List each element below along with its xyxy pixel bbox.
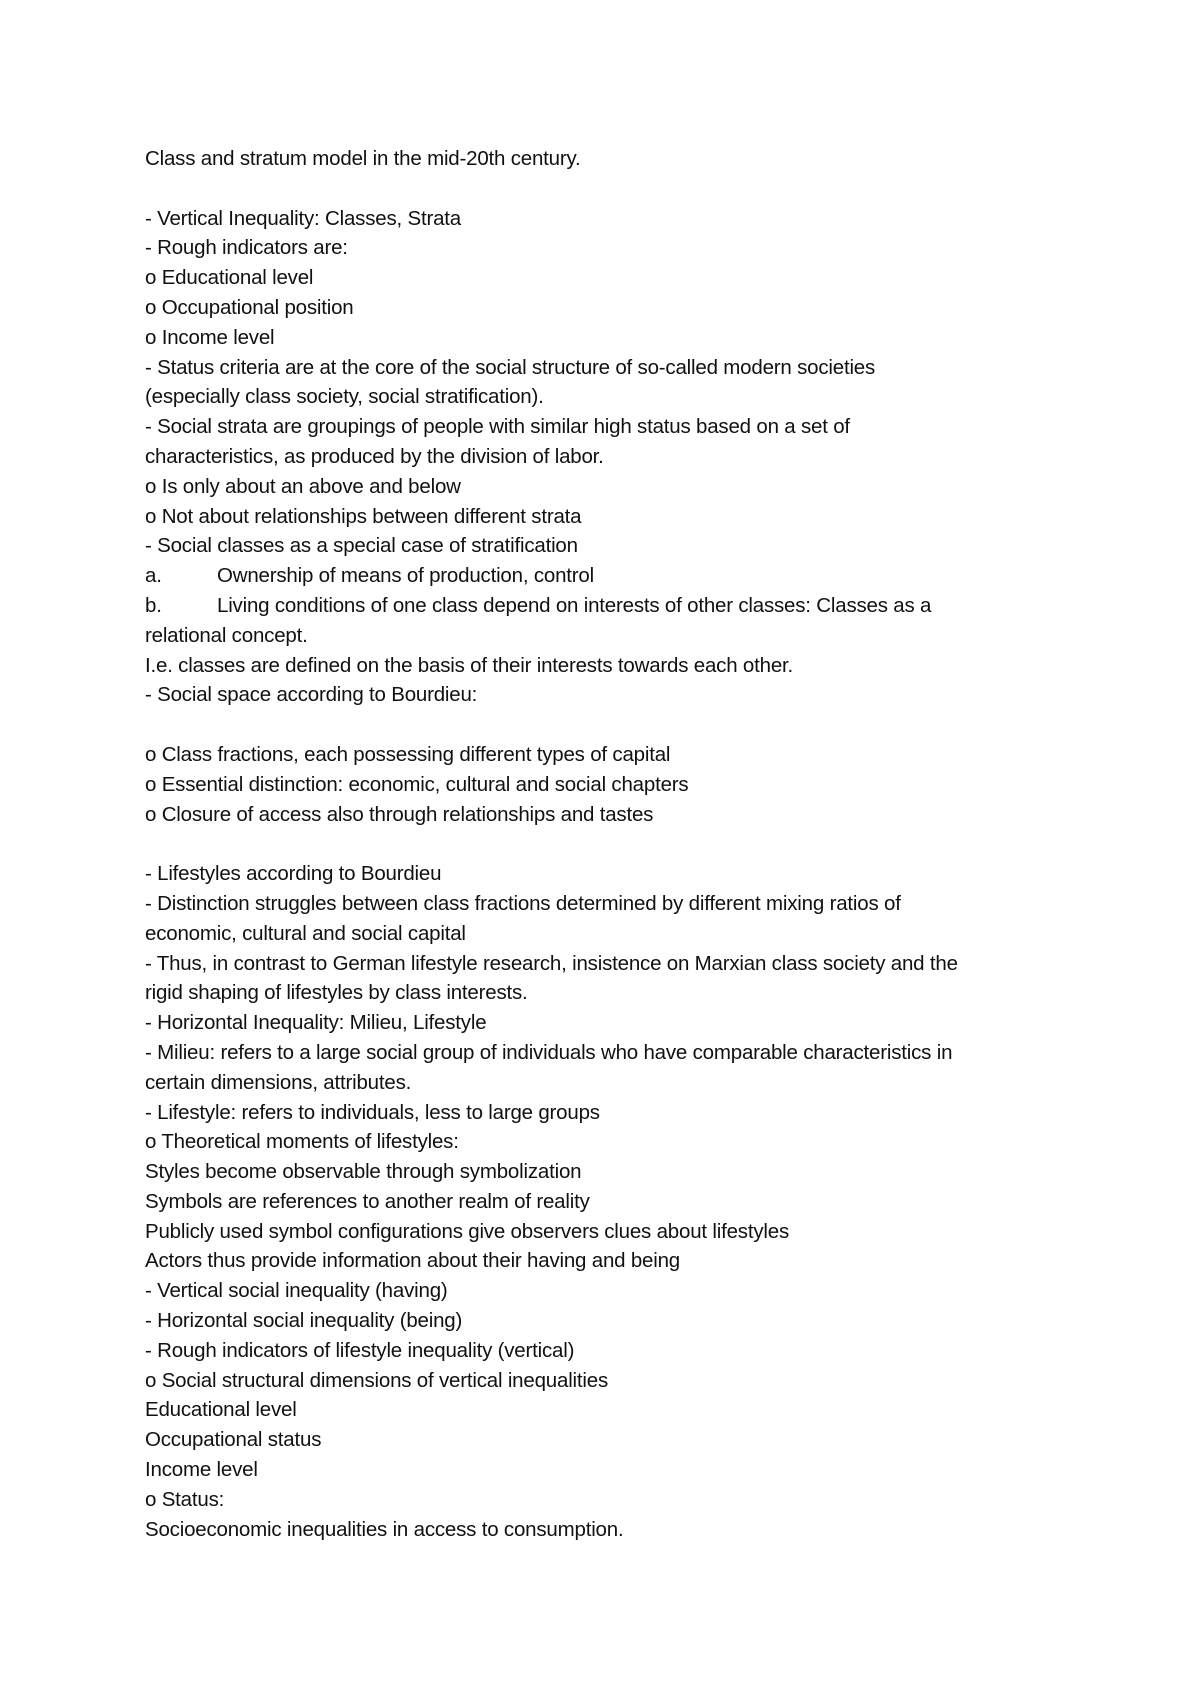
blank-line (145, 174, 1065, 204)
blank-line (145, 829, 1065, 859)
text-line: - Lifestyles according to Bourdieu (145, 862, 442, 886)
text-line: - Social strata are groupings of people with similar high status based on a set of (145, 415, 850, 439)
text-line: o Status: (145, 1487, 225, 1511)
list-text-a: Ownership of means of production, control (217, 564, 594, 588)
text-line: o Is only about an above and below (145, 474, 461, 498)
text-line: o Occupational position (145, 295, 354, 319)
text-line: Symbols are references to another realm of reality (145, 1189, 590, 1213)
text-line: economic, cultural and social capital (145, 921, 466, 945)
text-line: - Milieu: refers to a large social group of individuals who have comparable characteristics in (145, 1040, 953, 1064)
document-body (145, 144, 1065, 1544)
text-line: - Rough indicators of lifestyle inequality (vertical) (145, 1338, 575, 1362)
text-line: characteristics, as produced by the division of labor. (145, 444, 604, 468)
text-line: Publicly used symbol configurations give observers clues about lifestyles (145, 1219, 790, 1243)
text-line: - Thus, in contrast to German lifestyle research, insistence on Marxian class society and the (145, 951, 958, 975)
list-item-b (145, 591, 1065, 621)
text-line: - Rough indicators are: (145, 236, 348, 260)
text-line: - Horizontal social inequality (being) (145, 1309, 463, 1333)
blank-line (145, 710, 1065, 740)
text-line: Occupational status (145, 1428, 322, 1452)
text-line: o Social structural dimensions of vertical inequalities (145, 1368, 609, 1392)
text-line: Income level (145, 1458, 258, 1482)
text-line: certain dimensions, attributes. (145, 1070, 412, 1094)
text-line: - Vertical social inequality (having) (145, 1279, 448, 1303)
list-item-a (145, 561, 1065, 591)
text-line: rigid shaping of lifestyles by class interests. (145, 981, 528, 1005)
text-line: - Vertical Inequality: Classes, Strata (145, 206, 461, 230)
text-line: o Class fractions, each possessing different types of capital (145, 742, 671, 766)
text-line: o Theoretical moments of lifestyles: (145, 1130, 459, 1154)
document-title: Class and stratum model in the mid-20th century. (145, 147, 581, 170)
text-line: Styles become observable through symbolization (145, 1160, 582, 1184)
text-line: (especially class society, social stratification). (145, 385, 544, 409)
text-line: - Status criteria are at the core of the social structure of so-called modern societies (145, 355, 876, 379)
text-line: Socioeconomic inequalities in access to consumption. (145, 1517, 624, 1541)
text-line: - Horizontal Inequality: Milieu, Lifestyle (145, 1011, 487, 1035)
list-marker-a: a. (145, 564, 162, 588)
text-line: o Essential distinction: economic, cultural and social chapters (145, 772, 689, 796)
text-line: - Lifestyle: refers to individuals, less to large groups (145, 1100, 600, 1124)
list-marker-b: b. (145, 593, 162, 617)
list-text-b: Living conditions of one class depend on interests of other classes: Classes as a (217, 593, 932, 617)
text-line: I.e. classes are defined on the basis of their interests towards each other. (145, 653, 794, 677)
text-line: o Educational level (145, 266, 314, 290)
text-line: o Income level (145, 325, 275, 349)
text-line: relational concept. (145, 623, 308, 647)
text-line: - Social classes as a special case of stratification (145, 534, 578, 558)
text-line: - Distinction struggles between class fractions determined by different mixing ratios of (145, 891, 901, 915)
text-line: o Closure of access also through relationships and tastes (145, 802, 654, 826)
text-line: Educational level (145, 1398, 297, 1422)
text-line: o Not about relationships between different strata (145, 504, 582, 528)
text-line: Actors thus provide information about their having and being (145, 1249, 681, 1273)
text-line: - Social space according to Bourdieu: (145, 683, 478, 707)
